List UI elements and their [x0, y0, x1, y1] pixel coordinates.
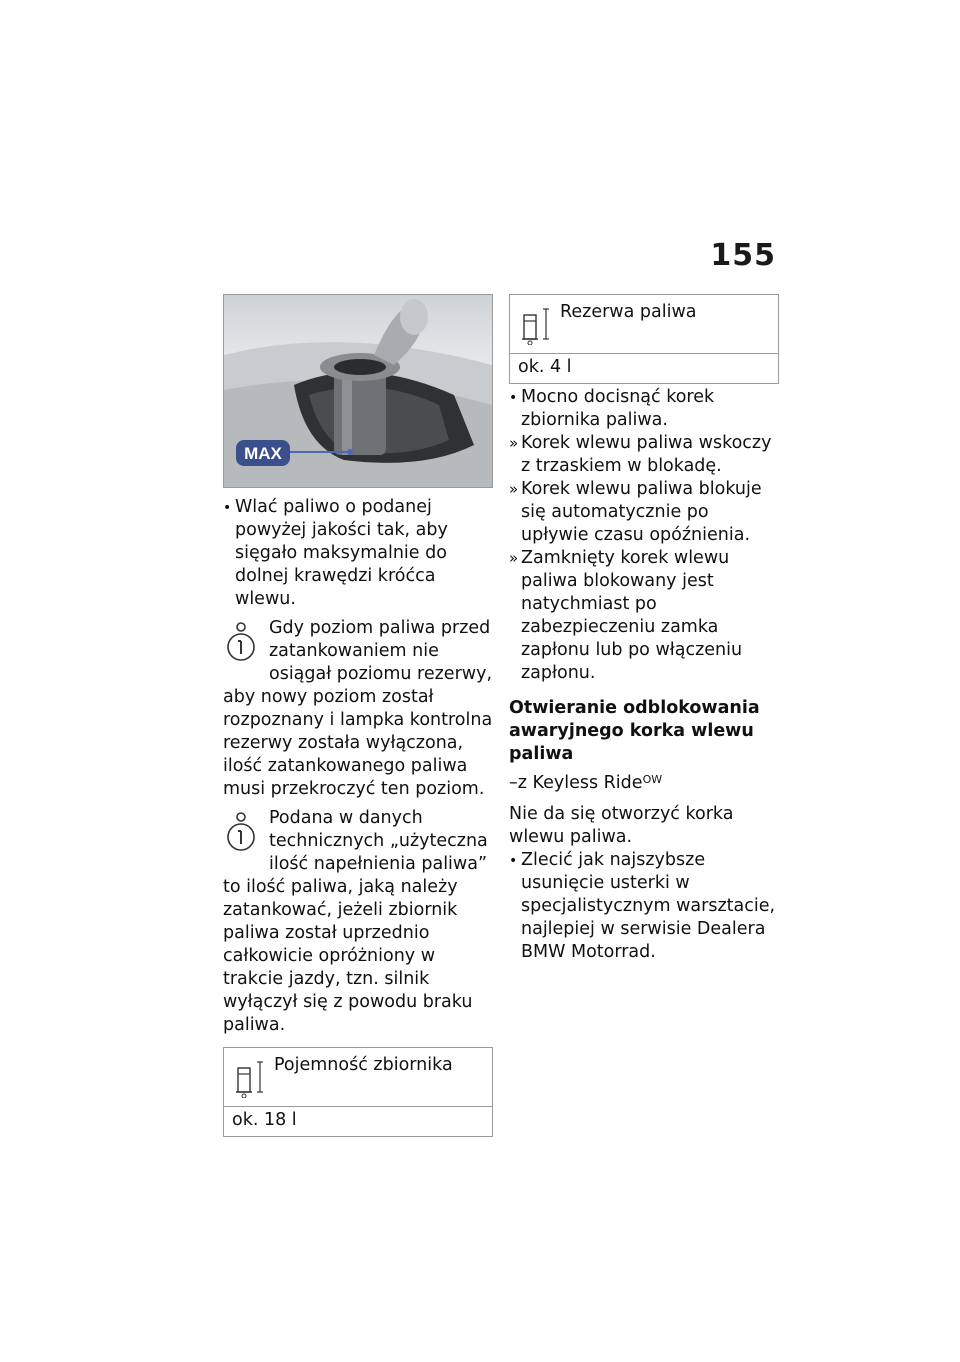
spec-value: ok. 4 l — [518, 357, 572, 377]
result-item — [509, 478, 779, 547]
info-icon — [223, 811, 263, 855]
max-label: MAX — [244, 444, 282, 463]
spec-header — [224, 1048, 492, 1107]
instruction-text: Wlać paliwo o podanej powyżej jakości tak, aby sięgało maksymalnie do dolnej krawędzi króćca wlewu. — [235, 497, 448, 609]
info-note-2 — [223, 807, 493, 1037]
bullet-icon: • — [509, 853, 518, 869]
fuel-filler-photo — [223, 294, 493, 488]
variant-note — [509, 772, 779, 795]
info-icon — [223, 621, 263, 665]
fuel-tank-illustration — [224, 295, 492, 487]
instruction-bullet — [509, 849, 779, 964]
fuel-pump-icon — [234, 1058, 268, 1098]
page-number: 155 — [710, 238, 776, 273]
instruction-bullet — [223, 496, 493, 611]
instruction-text: Zlecić jak najszybsze usunięcie usterki w specjalistycznym warsztacie, najlepiej w serwisie Dealera BMW Motorrad. — [521, 850, 776, 962]
info-note-1 — [223, 617, 493, 801]
arrow-icon: » — [509, 480, 519, 498]
spec-value: ok. 18 l — [232, 1110, 297, 1130]
arrow-icon: » — [509, 434, 519, 452]
section-heading: Otwieranie odblokowania awaryjnego korka wlewu paliwa — [509, 698, 760, 764]
result-text: Korek wlewu paliwa wskoczy z trzaskiem w blokadę. — [521, 433, 772, 476]
bullet-icon: • — [223, 500, 232, 516]
result-text: Korek wlewu paliwa blokuje się automatycznie po upływie czasu opóźnienia. — [521, 479, 762, 545]
instruction-bullet — [509, 386, 779, 432]
spec-title: Pojemność zbiornika — [274, 1055, 453, 1075]
fuel-reserve-spec — [509, 294, 779, 384]
left-column — [223, 294, 493, 1137]
bullet-icon: • — [509, 390, 518, 406]
arrow-icon: » — [509, 549, 519, 567]
result-item — [509, 432, 779, 478]
spec-title: Rezerwa paliwa — [560, 302, 697, 322]
tank-capacity-spec — [223, 1047, 493, 1137]
info-note-1-text: Gdy poziom paliwa przed zatankowaniem nie osiągał poziomu rezerwy, aby nowy poziom został rozpoznany i lampka kontrolna rezerwy została wyłączona, ilość zatankowanego paliwa musi przekroczyć ten poziom. — [223, 618, 493, 799]
spec-header — [510, 295, 778, 354]
info-note-2-text: Podana w danych technicznych „użyteczna ilość napełnienia paliwa” to ilość paliwa, jaką należy zatankować, jeżeli zbiornik paliwa został uprzednio całkowicie opróżniony w trakcie jazdy, tzn. silnik wyłączył się z powodu braku paliwa. — [223, 808, 488, 1035]
result-item — [509, 547, 779, 685]
instruction-text: Mocno docisnąć korek zbiornika paliwa. — [521, 387, 715, 430]
result-text: Zamknięty korek wlewu paliwa blokowany jest natychmiast po zabezpieczeniu zamka zapłonu lub po włączeniu zapłonu. — [521, 548, 743, 683]
variant-text: –z Keyless Ride — [509, 773, 643, 793]
fuel-pump-icon — [520, 305, 554, 345]
right-column — [509, 294, 779, 964]
problem-text: Nie da się otworzyć korka wlewu paliwa. — [509, 804, 734, 847]
variant-superscript: OW — [642, 773, 663, 786]
